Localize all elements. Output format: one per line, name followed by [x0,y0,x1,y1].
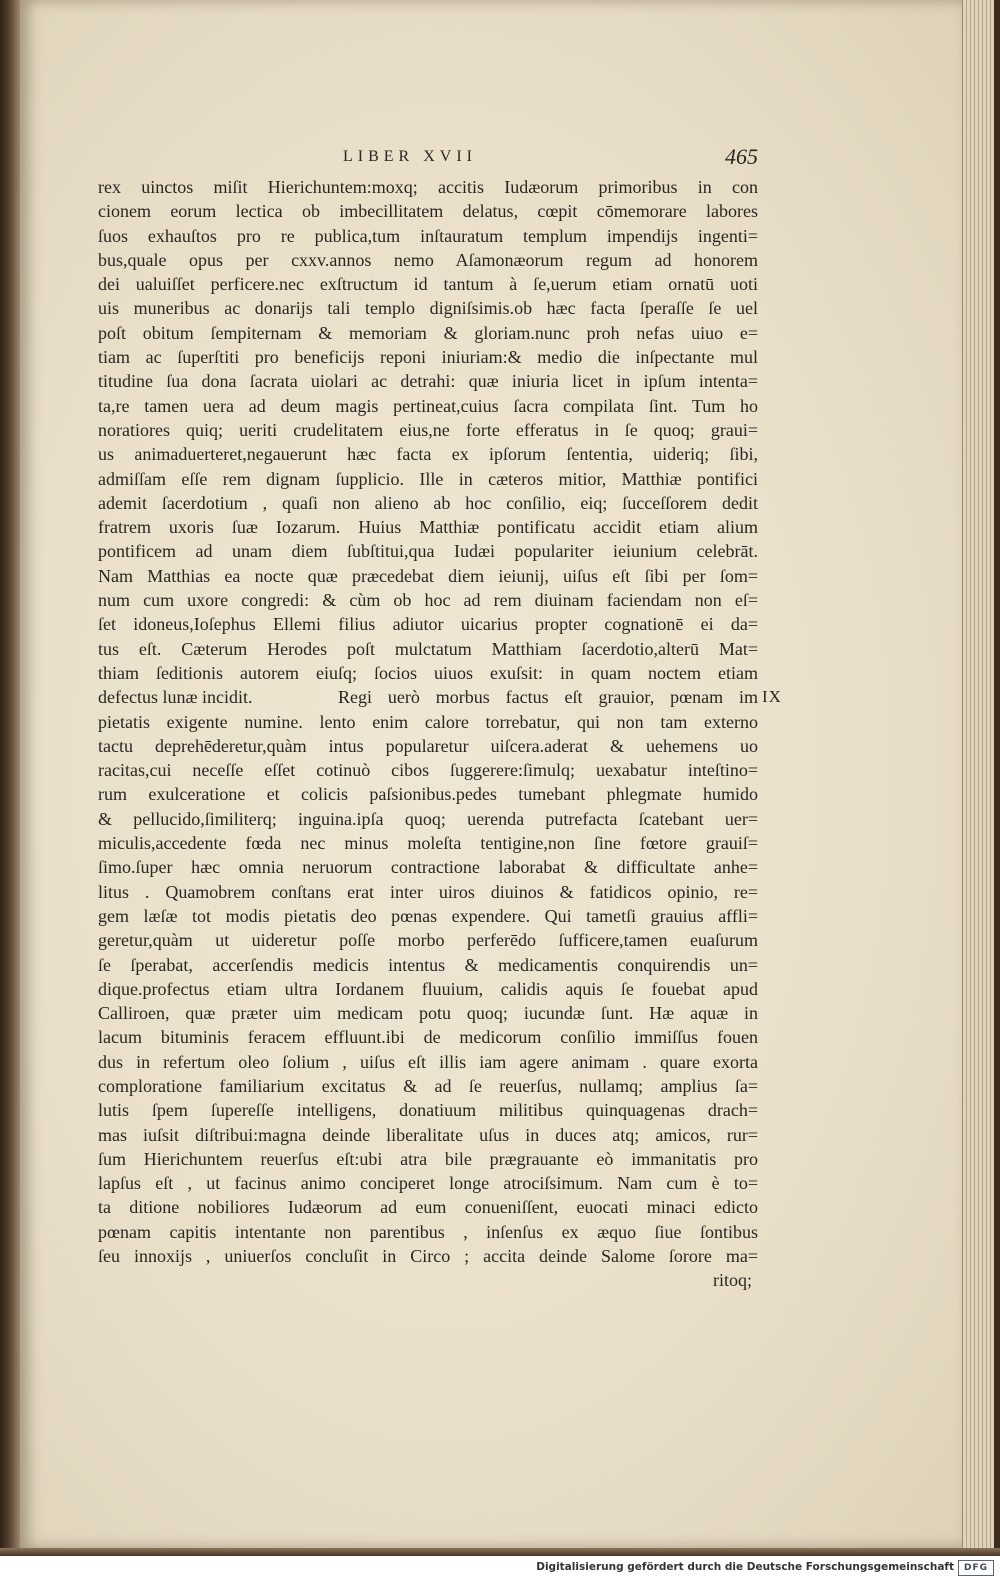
text-line: & pellucido,ſimiliterq; inguina.ipſa quoq; uerenda putrefacta ſcatebant uer= [98,808,758,829]
text-line: dique.profectus etiam ultra Iordanem fluuium, calidis aquis ſe fouebat apud [98,978,758,999]
text-line: pietatis exigente numine. lento enim calore torrebatur, qui non tam externo [98,711,758,732]
text-line [98,685,758,709]
text-line: ſimo.ſuper hæc omnia neruorum contractione laborabat & difficultate anhe= [98,857,758,878]
page-edge-shadow [994,0,1000,1552]
text-line: ta,re tamen uera ad deum magis pertineat,cuius ſacra compilata ſint. Tum ho [98,395,758,416]
text-line: bus,quale opus per cxxv.annos nemo Aſamonæorum regum ad honorem [98,249,758,270]
running-title: LIBER XVII [343,148,477,165]
text-line: poſt obitum ſempiternam & memoriam & gloriam.nunc proh nefas uiuo e= [98,322,758,343]
text-line: lacum bituminis feracem effluunt.ibi de medicorum conſilio immiſſus fouen [98,1027,758,1048]
text-line: ta ditione nobiliores Iudæorum ad eum conueniſſent, euocati minaci edicto [98,1197,758,1218]
text-line: Calliroen, quæ præter uim medicam potu quoq; iucundæ ſunt. Hæ aquæ in [98,1003,758,1024]
text-line: uis muneribus ac donarijs tali templo digniſsimis.ob hæc facta ſperaſſe ſe uel [98,298,758,319]
text-line-part: defectus lunæ incidit. [98,687,253,708]
text-line: comploratione familiarium excitatus & ad ſe reuerſus, nullamq; amplius ſa= [98,1075,758,1096]
text-line: litus . Quamobrem conſtans erat inter uiros diuinos & fatidicos opinio, re= [98,881,758,902]
text-line: ſuos exhauſtos pro re publica,tum inſtauratum templum impendijs ingenti= [98,225,758,246]
main-text-block [98,175,758,1293]
page-number: 465 [725,144,758,169]
text-line: titudine ſua dona ſacrata uiolari ac detrahi: quæ iniuria licet in ipſum intenta= [98,371,758,392]
text-line: dei ualuiſſet perficere.nec exſtructum id tantum à ſe,uerum etiam ornatū uoti [98,274,758,295]
text-line: gem læſæ tot modis pietatis deo pœnas expendere. Qui tametſi grauius affli= [98,905,758,926]
text-line: ſe ſperabat, accerſendis medicis intentus & medicamentis conquirendis un= [98,954,758,975]
text-line: miculis,accedente fœda nec minus moleſta tentigine,non ſine fœtore grauiſ= [98,833,758,854]
digitization-credit: Digitalisierung gefördert durch die Deutsche Forschungsgemeinschaft [536,1561,954,1573]
marginal-note: IX [762,687,782,706]
text-line: tiam ac ſuperſtiti pro beneficijs reponi iniuriam:& medio die inſpectante mul [98,347,758,368]
text-line: tactu deprehēderetur,quàm intus popularetur uiſcera.aderat & uehemens uo [98,735,758,756]
text-line: ademit ſacerdotium , quaſi non alieno ab hoc conſilio, eiq; ſucceſſorem dedit [98,492,758,513]
text-line: lutis ſpem ſupereſſe intelligens, donatiuum militibus quinquagenas drach= [98,1100,758,1121]
text-line-part: Regi uerò morbus factus eſt grauior, pœnam im [338,687,758,708]
text-line: cionem eorum lectica ob imbecillitatem delatus, cœpit cōmemorare labores [98,201,758,222]
text-line: geretur,quàm ut uideretur poſſe morbo perferēdo ſufficere,tamen euaſurum [98,930,758,951]
text-line: mas iuſsit diſtribui:magna deinde liberalitate uſus in duces atq; amicos, rur= [98,1124,758,1145]
text-line: ſet idoneus,Ioſephus Ellemi filius adiutor uicarius propter cognationē ei da= [98,614,758,635]
page-header [98,146,758,172]
digitization-footer [0,1556,1000,1578]
text-line: racitas,cui neceſſe eſſet cotinuò cibos ſuggerere:ſimulq; uexabatur inteſtino= [98,760,758,781]
page-block-edges [962,0,997,1548]
text-line: ſum Hierichuntem reuerſus eſt:ubi atra bile prægrauante eò immanitatis pro [98,1148,758,1169]
text-line: noratiores quiq; ueriti crudelitatem eius,ne forte efferatus in ſe quoq; graui= [98,419,758,440]
text-line: us animaduerteret,negauerunt hæc facta ex ipſorum ſententia, uideriq; ſibi, [98,444,758,465]
text-line: thiam ſeditionis autorem eiuſq; ſocios uiuos exuſsit: in quam noctem etiam [98,662,758,683]
text-line: fratrem uxoris ſuæ Iozarum. Huius Matthiæ pontificatu accidit etiam alium [98,517,758,538]
text-line: dus in refertum oleo ſolium , uiſus eſt illis iam agere animam . quare exorta [98,1051,758,1072]
text-line: tus eſt. Cæterum Herodes poſt mulctatum Matthiam ſacerdotio,alterū Mat= [98,638,758,659]
text-line: Nam Matthias ea nocte quæ præcedebat diem ieiunij, uiſus eſt ſibi per ſom= [98,565,758,586]
book-binding-shadow [0,0,22,1552]
text-line: lapſus eſt , ut facinus animo conciperet longe atrociſsimum. Nam cum è to= [98,1173,758,1194]
text-line: num cum uxore congredi: & cùm ob hoc ad rem diuinam faciendam non eſ= [98,590,758,611]
text-line: pontificem ad unam diem ſubſtitui,qua Iudæi populariter ieiunium celebrāt. [98,541,758,562]
catchword: ritoq; [713,1270,752,1291]
text-line: rex uinctos miſit Hierichuntem:moxq; accitis Iudæorum primoribus in con [98,177,758,197]
text-line: admiſſam eſſe rem dignam ſupplicio. Ille in cæteros mitior, Matthiæ pontifici [98,468,758,489]
dfg-logo: DFG [958,1560,994,1576]
text-line: pœnam capitis intentante non parentibus , inſenſus ex æquo ſiue ſontibus [98,1221,758,1242]
text-line: rum exulceratione et colicis paſsionibus.pedes tumebant phlegmate humido [98,784,758,805]
page-bottom-edge [0,1548,1000,1556]
text-line: ſeu innoxijs , uniuerſos concluſit in Circo ; accita deinde Salome ſorore ma= [98,1246,758,1267]
